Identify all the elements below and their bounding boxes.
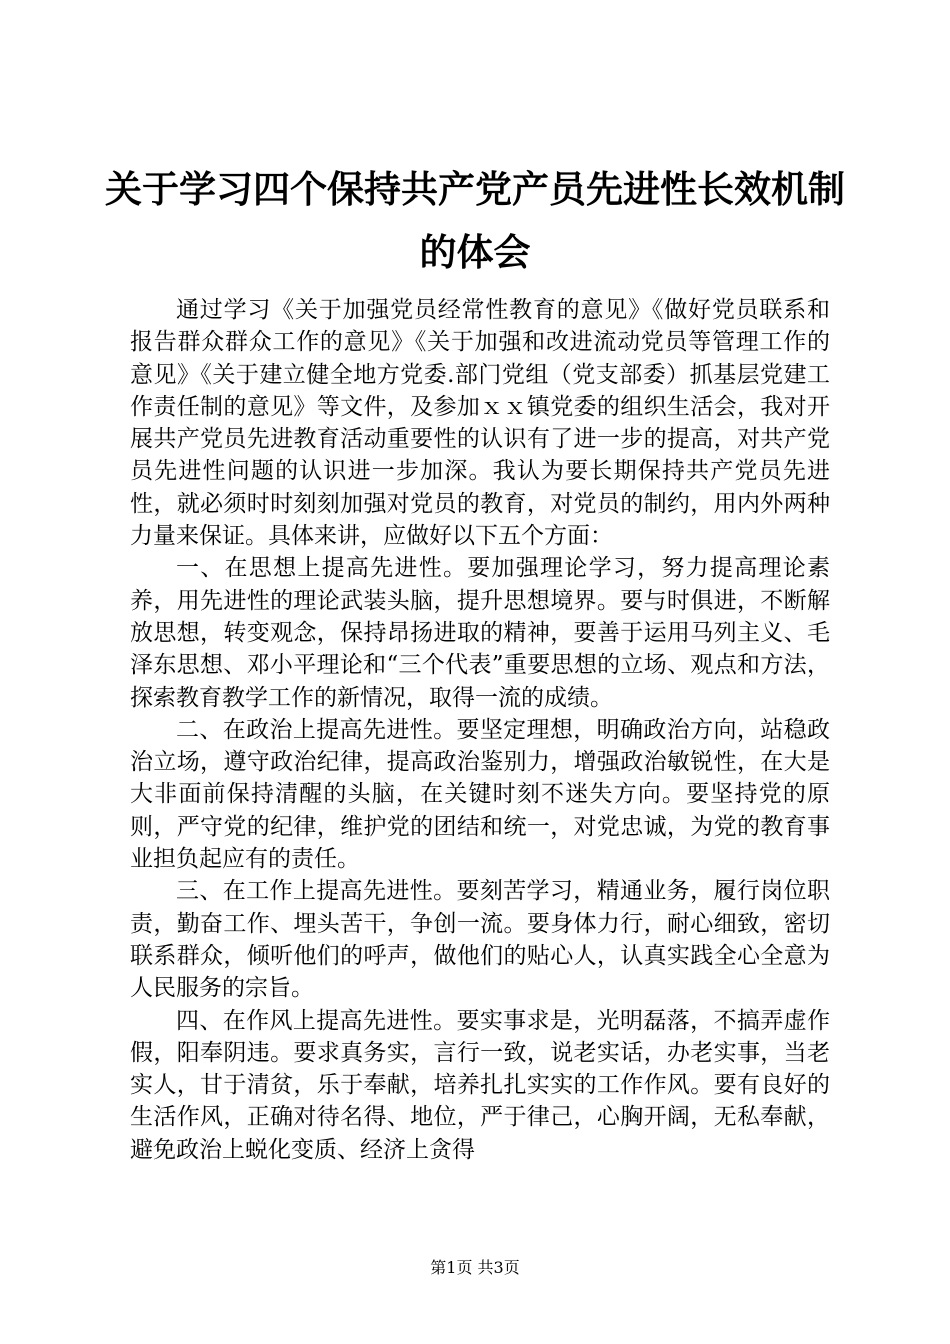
paragraph-politics: 二、在政治上提高先进性。要坚定理想，明确政治方向，站稳政治立场，遵守政治纪律，提高政治鉴别力，增强政治敏锐性，在大是大非面前保持清醒的头脑，在关键时刻不迷失方向。要坚持党的原则，严守党的纪律，维护党的团结和统一，对党忠诚，为党的教育事业担负起应有的责任。 <box>130 716 830 873</box>
document-title: 关于学习四个保持共产党产员先进性长效机制的体会 <box>105 168 845 274</box>
paragraph-intro: 通过学习《关于加强党员经常性教育的意见》《做好党员联系和报告群众群众工作的意见》《关于加强和改进流动党员等管理工作的意见》《关于建立健全地方党委.部门党组（党支部委）抓基层党建工作责任制的意见》等文件，及参加ｘｘ镇党委的组织生活会，我对开展共产党员先进教育活动重要性的认识有了进一步的提高，对共产党员先进性问题的认识进一步加深。我认为要长期保持共产党员先进性，就必须时时刻刻加强对党员的教育，对党员的制约，用内外两种力量来保证。具体来讲，应做好以下五个方面： <box>130 297 830 550</box>
page-footer: 第1页 共3页 <box>430 1258 520 1277</box>
paragraph-thought: 一、在思想上提高先进性。要加强理论学习，努力提高理论素养，用先进性的理论武装头脑，提升思想境界。要与时俱进，不断解放思想，转变观念，保持昂扬进取的精神，要善于运用马列主义、毛泽东思想、邓小平理论和“三个代表”重要思想的立场、观点和方法，探索教育教学工作的新情况，取得一流的成绩。 <box>130 555 830 711</box>
paragraph-work: 三、在工作上提高先进性。要刻苦学习，精通业务，履行岗位职责，勤奋工作、埋头苦干，争创一流。要身体力行，耐心细致，密切联系群众，倾听他们的呼声，做他们的贴心人，认真实践全心全意为人民服务的宗旨。 <box>130 878 830 1002</box>
paragraph-style: 四、在作风上提高先进性。要实事求是，光明磊落，不搞弄虚作假，阳奉阴违。要求真务实，言行一致，说老实话，办老实事，当老实人，甘于清贫，乐于奉献，培养扎扎实实的工作作风。要有良好的生活作风，正确对待名得、地位，严于律己，心胸开阔，无私奉献，避免政治上蜕化变质、经济上贪得 <box>130 1007 830 1163</box>
document-body <box>130 294 830 1166</box>
